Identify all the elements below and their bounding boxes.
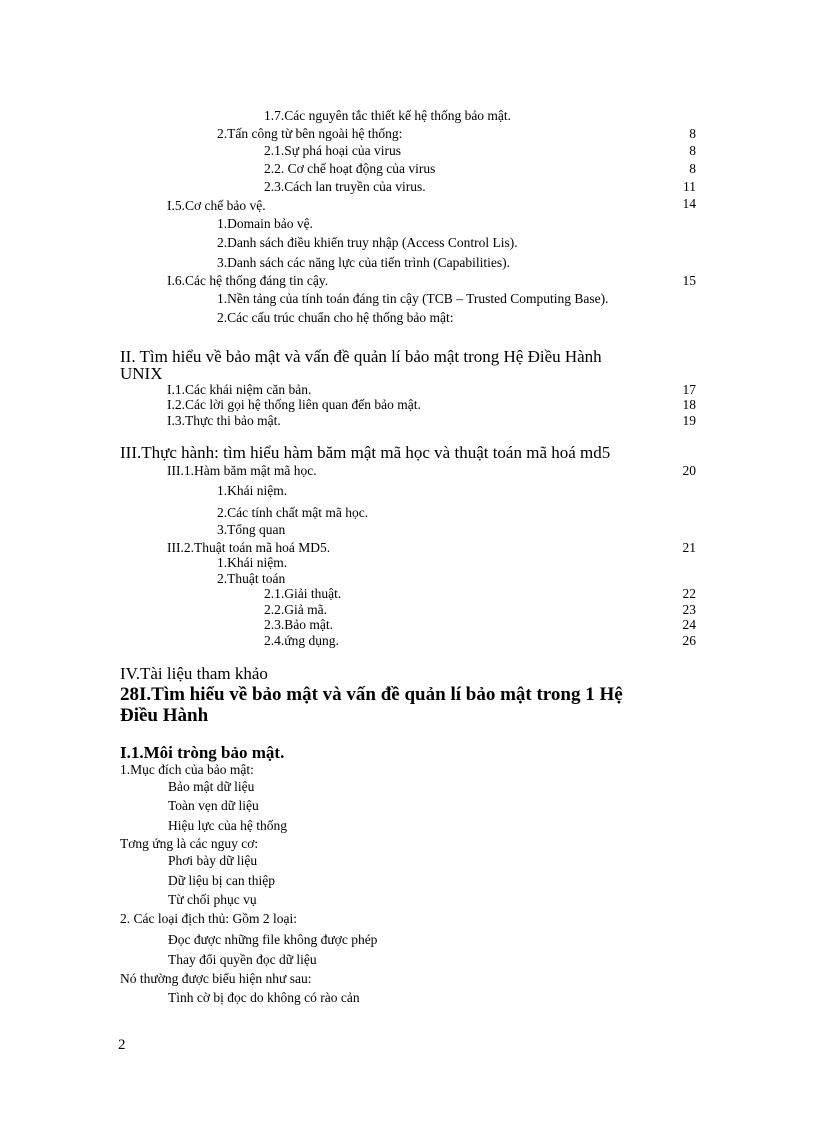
toc-entry: I.1.Các khái niệm căn bản. xyxy=(167,382,312,397)
toc-section-heading: III.Thực hành: tìm hiểu hàm băm mật mã học và thuật toán mã hoá md5 xyxy=(120,443,611,462)
toc-entry: 2.4.ứng dụng. xyxy=(264,633,339,648)
toc-entry: 2.1.Sự phá hoại của virus xyxy=(264,143,402,158)
toc-entry: 1.Khái niệm. xyxy=(217,555,288,570)
body-line: Từ chối phục vụ xyxy=(168,892,257,907)
body-line: Thay đổi quyền đọc dữ liệu xyxy=(168,952,317,967)
toc-page-number: 15 xyxy=(682,273,696,288)
chapter-heading-line1: 28I.Tìm hiểu về bảo mật và vấn đề quản lí bảo mật trong 1 Hệ xyxy=(120,684,623,705)
body-line: Bảo mật dữ liệu xyxy=(168,779,255,794)
toc-section-heading: UNIX xyxy=(120,364,163,383)
toc-page-number: 8 xyxy=(689,126,696,141)
toc-entry: 2.Các tính chất mật mã học. xyxy=(217,505,369,520)
toc-page-number: 26 xyxy=(682,633,696,648)
toc-entry: III.1.Hàm băm mật mã học. xyxy=(167,463,317,478)
toc-entry: I.6.Các hệ thống đáng tin cậy. xyxy=(167,273,329,288)
body-line: Toàn vẹn dữ liệu xyxy=(168,798,259,813)
body-line: Nó thường được biểu hiện như sau: xyxy=(120,971,312,986)
body-line: 2. Các loại địch thủ: Gồm 2 loại: xyxy=(120,911,297,926)
toc-entry: 2.Các cấu trúc chuẩn cho hệ thống bảo mật: xyxy=(217,310,454,325)
body-line: 1.Mục đích của bảo mật: xyxy=(120,762,254,777)
toc-entry: I.2.Các lời gọi hệ thống liên quan đến bảo mật. xyxy=(167,397,421,412)
chapter-heading-line2: Điều Hành xyxy=(120,705,209,726)
toc-page-number: 8 xyxy=(689,143,696,158)
toc-entry: 1.Khái niệm. xyxy=(217,483,288,498)
toc-page-number: 19 xyxy=(682,413,696,428)
toc-entry: 2.1.Giải thuật. xyxy=(264,586,342,601)
toc-entry: 2.Tấn công từ bên ngoài hệ thống: xyxy=(217,126,403,141)
page-number: 2 xyxy=(118,1037,126,1053)
toc-entry: 1.Domain bảo vệ. xyxy=(217,216,313,231)
toc-entry: I.5.Cơ chế bảo vệ. xyxy=(167,198,266,213)
toc-page-number: 24 xyxy=(682,617,696,632)
toc-entry: 1.Nền tảng của tính toán đáng tin cậy (TCB – Trusted Computing Base). xyxy=(217,291,609,306)
toc-page-number: 8 xyxy=(689,161,696,176)
toc-entry: 2.3.Bảo mật. xyxy=(264,617,333,632)
toc-page-number: 21 xyxy=(682,540,696,555)
body-line: Dữ liệu bị can thiệp xyxy=(168,873,276,888)
toc-page-number: 11 xyxy=(683,179,696,194)
section-heading: I.1.Môi tròng bảo mật. xyxy=(120,743,285,762)
toc-entry: 2.2.Giả mã. xyxy=(264,602,327,617)
toc-page-number: 14 xyxy=(682,196,696,211)
toc-entry: 2.2. Cơ chế hoạt động của virus xyxy=(264,161,436,176)
body-line: Tơng ứng là các nguy cơ: xyxy=(120,836,259,851)
toc-entry: 1.7.Các nguyên tắc thiết kế hệ thống bảo mật. xyxy=(264,108,512,123)
toc-entry: 3.Danh sách các năng lực của tiến trình (Capabilities). xyxy=(217,255,510,270)
toc-section-heading: II. Tìm hiểu về bảo mật và vấn đề quản lí bảo mật trong Hệ Điều Hành xyxy=(120,347,602,366)
toc-entry: 2.3.Cách lan truyền của virus. xyxy=(264,179,426,194)
toc-entry: 3.Tổng quan xyxy=(217,522,286,537)
body-line: Hiệu lực của hệ thống xyxy=(168,818,288,833)
body-line: Phơi bày dữ liệu xyxy=(168,853,258,868)
toc-entry: 2.Thuật toán xyxy=(217,571,286,586)
toc-section-heading: IV.Tài liệu tham khảo xyxy=(120,664,268,683)
body-line: Đọc được những file không được phép xyxy=(168,932,378,947)
toc-entry: III.2.Thuật toán mã hoá MD5. xyxy=(167,540,331,555)
toc-entry: 2.Danh sách điều khiển truy nhập (Access Control Lis). xyxy=(217,235,518,250)
toc-page-number: 20 xyxy=(682,463,696,478)
toc-page-number: 17 xyxy=(682,382,696,397)
toc-page-number: 18 xyxy=(682,397,696,412)
body-line: Tình cờ bị đọc do không có rào cản xyxy=(168,990,360,1005)
toc-page-number: 23 xyxy=(682,602,696,617)
toc-entry: I.3.Thực thi bảo mật. xyxy=(167,413,281,428)
toc-page-number: 22 xyxy=(682,586,696,601)
